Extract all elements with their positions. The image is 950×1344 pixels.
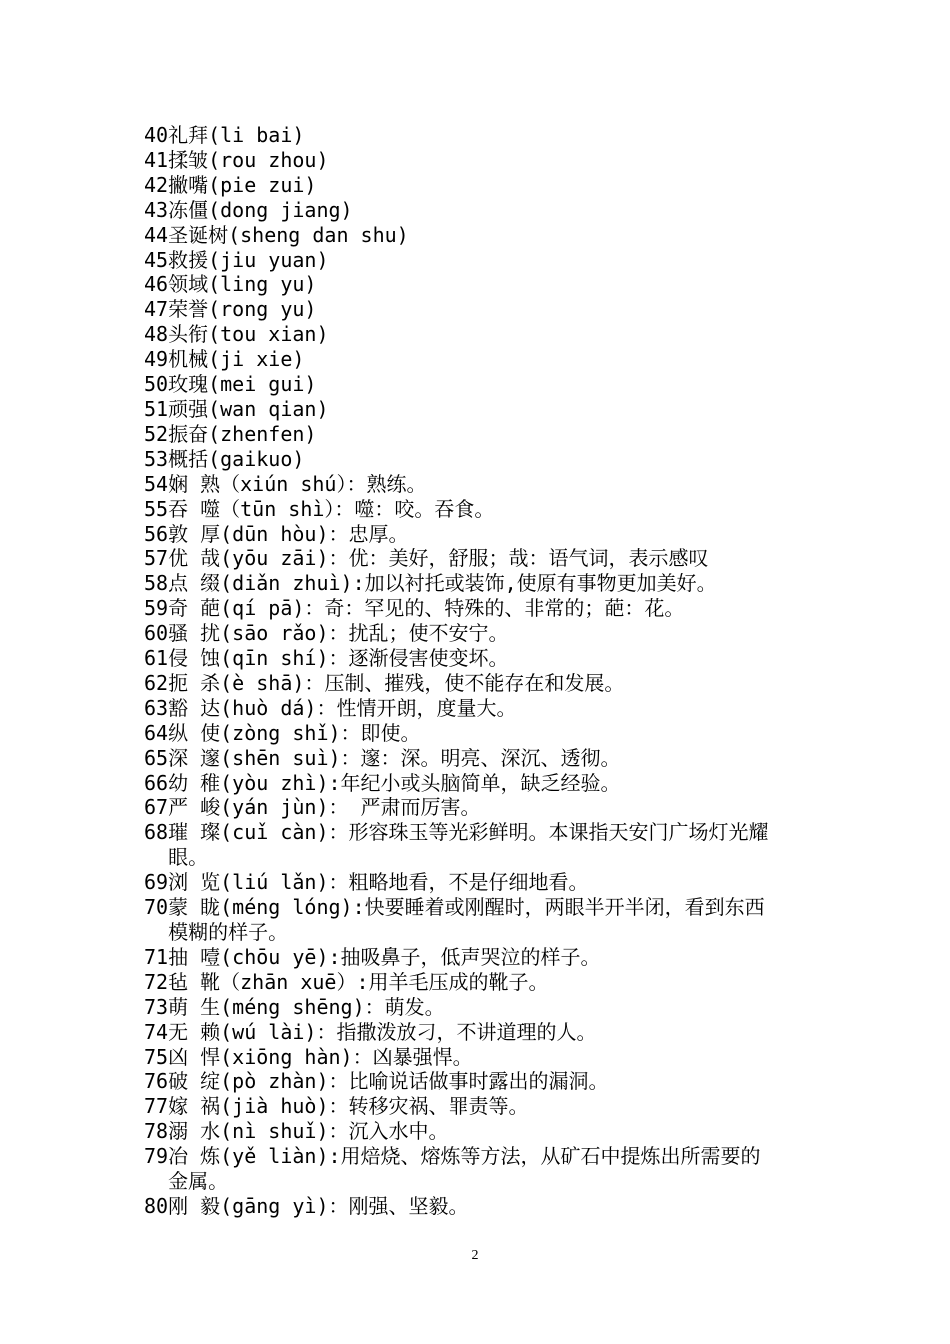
entry-number: 76 [144,1069,169,1094]
entry-text: 萌 生(méng shēng)：萌发。 [168,994,445,1019]
entry-number: 78 [144,1119,169,1144]
entry-number: 71 [144,944,169,969]
vocabulary-entry [144,372,824,397]
entry-text: 侵 蚀(qīn shí)：逐渐侵害使变坏。 [168,646,509,671]
vocabulary-entry [144,820,824,870]
vocabulary-entry [144,248,824,273]
entry-text: 嫁 祸(jià huò)：转移灾祸、罪责等。 [168,1094,529,1119]
entry-number: 53 [144,446,169,471]
vocabulary-entry [144,746,824,771]
entry-text: 浏 览(liú lǎn)：粗略地看，不是仔细地看。 [168,870,589,895]
entry-text: 刚 毅(gāng yì)：刚强、坚毅。 [168,1193,469,1218]
entry-text: 吞 噬（tūn shì）：噬：咬。吞食。 [168,496,495,521]
page-number: 2 [471,1248,479,1263]
vocabulary-entry [144,546,824,571]
entry-text: 点 缀(diǎn zhuì):加以衬托或装饰,使原有事物更加美好。 [168,571,717,596]
entry-number: 55 [144,496,169,521]
entry-number: 45 [144,247,169,272]
entry-text: 骚 扰(sāo rǎo)：扰乱；使不安宁。 [168,621,509,646]
entry-number: 80 [144,1193,169,1218]
entry-text: 礼拜(li bai) [168,123,305,147]
vocabulary-entry [144,596,824,621]
vocabulary-entry [144,895,824,945]
vocabulary-entry [144,1069,824,1094]
vocabulary-entry [144,1020,824,1045]
entry-text: 振奋(zhenfen) [168,421,317,446]
vocabulary-entry [144,422,824,447]
vocabulary-entry [144,397,824,422]
vocabulary-list [144,123,824,1219]
entry-number: 75 [144,1044,169,1069]
entry-text: 撇嘴(pie zui) [168,172,317,197]
vocabulary-entry [144,198,824,223]
entry-text: 敦 厚(dūn hòu)：忠厚。 [168,521,409,546]
entry-number: 73 [144,994,169,1019]
entry-number: 50 [144,372,169,397]
entry-number: 43 [144,197,169,222]
vocabulary-entry [144,123,824,148]
entry-number: 62 [144,670,169,695]
entry-text: 冶 炼(yě liàn):用焙烧、熔炼等方法，从矿石中提炼出所需要的金属。 [168,1144,761,1194]
entry-number: 57 [144,546,169,571]
entry-number: 42 [144,172,169,197]
entry-number: 48 [144,322,169,347]
vocabulary-entry [144,272,824,297]
vocabulary-entry [144,297,824,322]
vocabulary-entry [144,646,824,671]
vocabulary-entry [144,497,824,522]
vocabulary-entry [144,447,824,472]
entry-number: 67 [144,795,169,820]
entry-text: 毡 靴（zhān xuē）:用羊毛压成的靴子。 [168,969,549,994]
vocabulary-entry [144,522,824,547]
vocabulary-entry [144,621,824,646]
entry-number: 79 [144,1144,169,1169]
entry-text: 优 哉(yōu zāi)：优：美好，舒服；哉：语气词，表示感叹 [168,546,709,571]
entry-text: 圣诞树(sheng dan shu) [168,222,409,247]
entry-text: 幼 稚(yòu zhì):年纪小或头脑简单，缺乏经验。 [168,770,621,795]
entry-number: 41 [144,147,169,172]
entry-number: 58 [144,571,169,596]
entry-text: 娴 熟（xiún shú）：熟练。 [168,471,427,496]
entry-number: 69 [144,870,169,895]
vocabulary-entry [144,995,824,1020]
entry-text: 荣誉(rong yu) [168,297,317,322]
entry-number: 46 [144,272,169,297]
entry-text: 璀 璨(cuǐ càn)：形容珠玉等光彩鲜明。本课指天安门广场灯光耀眼。 [168,820,769,870]
entry-text: 无 赖(wú lài)：指撒泼放刁，不讲道理的人。 [168,1019,597,1044]
vocabulary-entry [144,671,824,696]
vocabulary-entry [144,721,824,746]
entry-number: 77 [144,1094,169,1119]
entry-number: 49 [144,347,169,372]
vocabulary-entry [144,970,824,995]
entry-number: 59 [144,596,169,621]
entry-number: 63 [144,695,169,720]
entry-number: 54 [144,471,169,496]
entry-number: 72 [144,969,169,994]
entry-text: 严 峻(yán jùn)： 严肃而厉害。 [168,795,481,820]
entry-number: 44 [144,222,169,247]
vocabulary-entry [144,696,824,721]
vocabulary-entry [144,945,824,970]
entry-text: 纵 使(zòng shǐ)：即使。 [168,720,421,745]
entry-number: 60 [144,621,169,646]
entry-text: 破 绽(pò zhàn)：比喻说话做事时露出的漏洞。 [168,1069,609,1094]
entry-text: 冻僵(dong jiang) [168,197,353,222]
entry-number: 65 [144,745,169,770]
vocabulary-entry [144,1094,824,1119]
entry-text: 扼 杀(è shā)：压制、摧残，使不能存在和发展。 [168,670,625,695]
vocabulary-entry [144,148,824,173]
entry-number: 47 [144,297,169,322]
entry-number: 51 [144,396,169,421]
entry-text: 抽 噎(chōu yē):抽吸鼻子，低声哭泣的样子。 [168,944,601,969]
entry-number: 56 [144,521,169,546]
entry-text: 蒙 眬(méng lóng):快要睡着或刚醒时，两眼半开半闭，看到东西模糊的样子。 [168,895,765,944]
entry-text: 领域(ling yu) [168,272,317,297]
entry-number: 70 [144,895,169,920]
entry-text: 机械(ji xie) [168,347,305,372]
vocabulary-entry [144,771,824,796]
entry-text: 概括(gaikuo) [168,446,305,471]
entry-text: 顽强(wan qian) [168,396,329,421]
entry-text: 凶 悍(xiōng hàn)：凶暴强悍。 [168,1044,473,1069]
entry-number: 64 [144,720,169,745]
vocabulary-entry [144,173,824,198]
vocabulary-entry [144,322,824,347]
entry-text: 豁 达(huò dá)：性情开朗，度量大。 [168,695,517,720]
vocabulary-entry [144,1045,824,1070]
vocabulary-entry [144,571,824,596]
vocabulary-entry [144,1119,824,1144]
entry-text: 揉皱(rou zhou) [168,147,329,172]
vocabulary-entry [144,870,824,895]
vocabulary-entry [144,223,824,248]
vocabulary-entry [144,795,824,820]
entry-number: 52 [144,421,169,446]
vocabulary-entry [144,472,824,497]
entry-number: 66 [144,770,169,795]
entry-number: 61 [144,646,169,671]
vocabulary-entry [144,347,824,372]
entry-text: 奇 葩(qí pā)：奇：罕见的、特殊的、非常的；葩：花。 [168,596,685,621]
entry-text: 溺 水(nì shuǐ)：沉入水中。 [168,1119,449,1144]
entry-text: 深 邃(shēn suì)：邃：深。明亮、深沉、透彻。 [168,745,621,770]
entry-text: 玫瑰(mei gui) [168,372,317,397]
entry-number: 74 [144,1019,169,1044]
entry-number: 40 [144,123,169,147]
entry-text: 救援(jiu yuan) [168,247,329,272]
entry-text: 头衔(tou xian) [168,322,329,347]
entry-number: 68 [144,820,169,845]
vocabulary-entry [144,1144,824,1194]
vocabulary-entry [144,1194,824,1219]
